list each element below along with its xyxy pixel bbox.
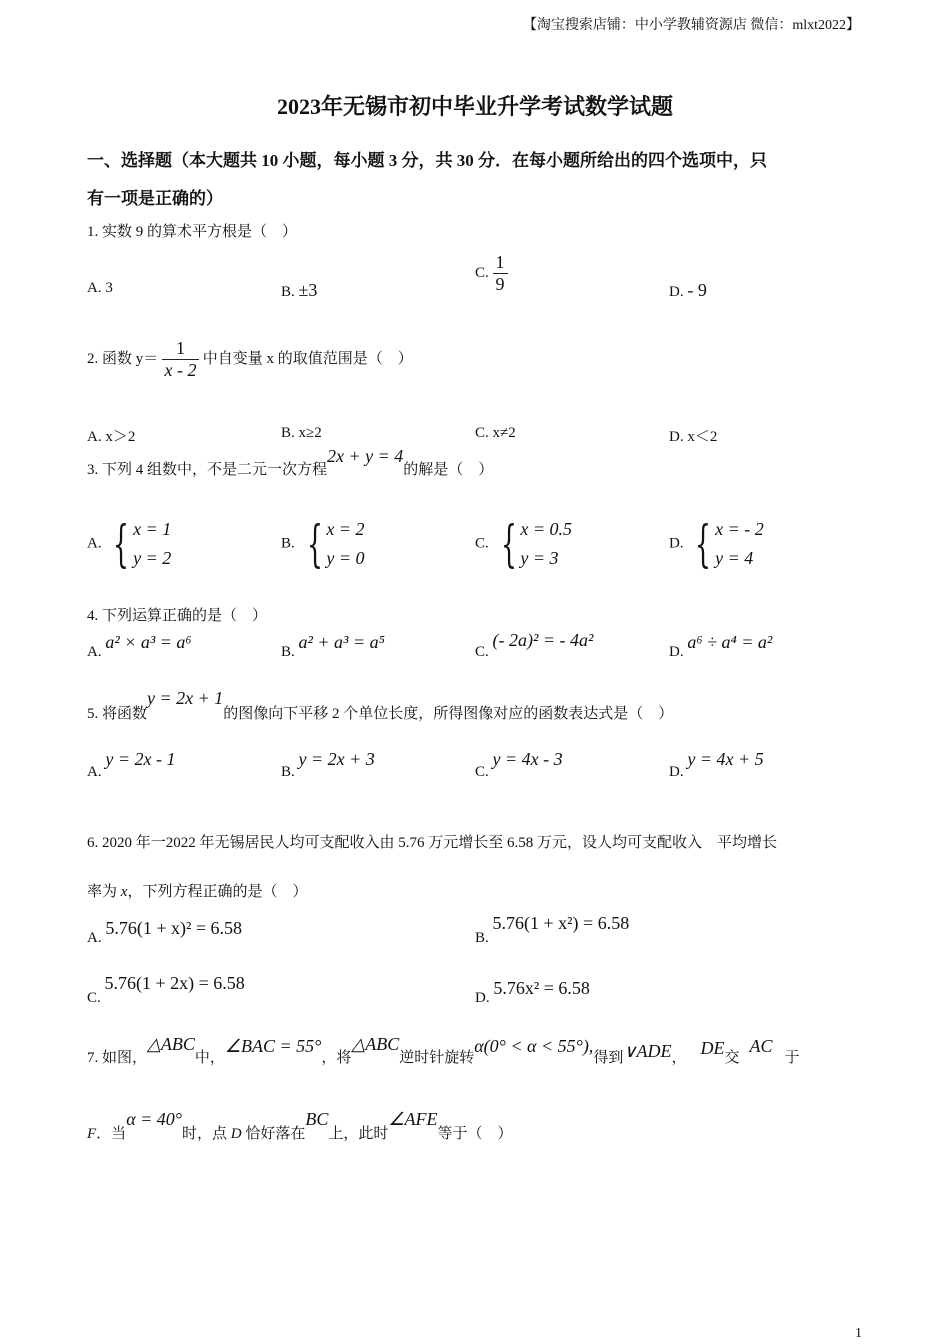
q6-option-b [475, 913, 630, 947]
q7-t4: 逆时针旋转 [399, 1050, 475, 1066]
q7-triangle-abc: △ABC [147, 1034, 195, 1054]
q7-t8: 于 [784, 1050, 800, 1066]
q3-option-c-label: C. [475, 535, 489, 552]
q1-option-c-denominator: 9 [495, 274, 505, 294]
q6-line2-pre: 率为 [87, 884, 121, 900]
q3-equation: 2x + y = 4 [327, 446, 404, 466]
q2-fraction [162, 338, 199, 381]
q5-option-c-expr: y = 4x - 3 [492, 749, 563, 769]
page-number: 1 [855, 1326, 862, 1341]
q7-t1: 7. 如图， [87, 1050, 148, 1066]
q3-a-row1: x = 1 [133, 519, 172, 539]
question-7-line2 [87, 1109, 513, 1143]
q3-option-a-system [105, 515, 171, 573]
q2-post: 中自变量 x 的取值范围是（ ） [202, 350, 413, 367]
q5-option-d [669, 749, 764, 781]
q6-option-d [475, 978, 590, 1007]
q7-t7: 交 [724, 1050, 740, 1066]
q7-segment-ac: AC [749, 1036, 773, 1056]
q4-option-d [669, 632, 773, 661]
q3-b-row2: y = 0 [326, 548, 365, 568]
q2-option-c: C. x≠2 [475, 425, 516, 441]
q2-option-b: B. x≥2 [281, 425, 322, 441]
q7-triangle-ade: ∨ADE [623, 1041, 672, 1061]
q6-option-b-expr: 5.76(1 + x²) = 6.58 [492, 913, 630, 933]
q5-option-d-label: D. [669, 764, 684, 780]
q1-option-d-label: D. [669, 284, 688, 300]
section-heading-line1: 一、选择题（本大题共 10 小题，每小题 3 分，共 30 分．在每小题所给出的四个选项中，只 [87, 151, 767, 170]
q6-option-a-expr: 5.76(1 + x)² = 6.58 [105, 918, 243, 938]
header-note: 【淘宝搜索店铺：中小学教辅资源店 微信：mlxt2022】 [522, 18, 860, 33]
q7-t2: 中， [194, 1050, 225, 1066]
q3-c-row1: x = 0.5 [520, 519, 572, 539]
q5-option-a [87, 749, 176, 781]
q4-option-c-expr: (- 2a)² = - 4a² [492, 630, 594, 650]
q1-option-c-fraction [493, 252, 508, 295]
question-4-stem: 4. 下列运算正确的是（ ） [87, 608, 268, 624]
q1-option-d [669, 280, 707, 301]
q4-option-d-expr: a⁶ ÷ a⁴ = a² [687, 632, 773, 652]
q6-variable: x [120, 884, 128, 900]
q3-post: 的解是（ ） [403, 462, 494, 478]
q7-l2-t5: 等于（ ） [437, 1126, 513, 1142]
q2-numerator: 1 [162, 338, 199, 360]
q1-option-c-label: C. [475, 264, 493, 281]
q3-option-c-system [493, 515, 572, 573]
q7-rotation-angle: α(0° < α < 55°), [474, 1036, 594, 1056]
q2-denominator: x - 2 [164, 360, 197, 380]
q5-option-a-label: A. [87, 764, 102, 780]
q7-point-d: D [230, 1126, 242, 1142]
q7-l2-t2: 时，点 [181, 1126, 227, 1142]
question-7-line1 [87, 1034, 800, 1067]
q1-option-d-value: - 9 [687, 280, 707, 300]
q3-d-row1: x = - 2 [715, 519, 764, 539]
q7-l2-t4: 上，此时 [328, 1126, 389, 1142]
q5-equation: y = 2x + 1 [147, 688, 224, 708]
q1-option-b [281, 280, 317, 301]
q7-angle-bac: ∠BAC = 55° [224, 1036, 322, 1056]
brace-icon: { [695, 515, 712, 573]
question-1-stem: 1. 实数 9 的算术平方根是（ ） [87, 224, 298, 240]
q2-option-a: A. x＞2 [87, 429, 136, 445]
q7-alpha-40: α = 40° [126, 1109, 182, 1129]
q5-option-c-label: C. [475, 764, 489, 780]
q5-option-a-expr: y = 2x - 1 [105, 749, 176, 769]
question-6-line1: 6. 2020 年一2022 年无锡居民人均可支配收入由 5.76 万元增长至 6.58 万元，设人均可支配收入 平均增长 [87, 835, 778, 851]
q7-t3: ，将 [321, 1050, 352, 1066]
q6-option-d-label: D. [475, 990, 490, 1006]
q6-option-d-expr: 5.76x² = 6.58 [493, 978, 590, 998]
q3-option-c [475, 515, 572, 573]
brace-icon: { [500, 515, 517, 573]
q1-option-b-label: B. [281, 284, 299, 300]
q3-b-row1: x = 2 [326, 519, 365, 539]
page-title: 2023年无锡市初中毕业升学考试数学试题 [276, 94, 673, 119]
q5-option-b-expr: y = 2x + 3 [298, 749, 375, 769]
q3-a-row2: y = 2 [133, 548, 172, 568]
q7-segment-de: DE [700, 1038, 725, 1058]
q3-option-b-label: B. [281, 535, 295, 552]
q3-option-d-label: D. [669, 535, 684, 552]
q5-option-c [475, 749, 563, 781]
q3-d-row2: y = 4 [715, 548, 754, 568]
question-5-stem [87, 688, 674, 723]
q3-option-d [669, 515, 764, 573]
q3-c-row2: y = 3 [520, 548, 559, 568]
question-3-stem [87, 446, 494, 479]
q6-option-b-label: B. [475, 930, 489, 946]
q2-option-d: D. x＜2 [669, 429, 718, 445]
q4-option-a-expr: a² × a³ = a⁶ [105, 632, 192, 652]
brace-icon: { [113, 515, 130, 573]
q5-pre: 5. 将函数 [87, 706, 148, 722]
q7-t6: ， [671, 1050, 687, 1066]
q6-option-c [87, 973, 245, 1007]
q7-triangle-abc-2: △ABC [351, 1034, 400, 1054]
q4-option-a [87, 632, 192, 661]
q7-point-f: F [87, 1126, 97, 1142]
q7-t5: 得到 [593, 1050, 624, 1066]
q1-option-a: A. 3 [87, 280, 113, 296]
q4-option-b-label: B. [281, 644, 295, 660]
q3-pre: 3. 下列 4 组数中，不是二元一次方程 [87, 462, 328, 478]
q2-pre: 2. 函数 y＝ [87, 350, 159, 367]
q7-angle-afe: ∠AFE [388, 1109, 438, 1129]
q4-option-b [281, 632, 385, 661]
q1-option-c [475, 252, 508, 295]
q5-option-b [281, 749, 375, 781]
q1-option-c-numerator: 1 [493, 252, 508, 274]
q3-option-a-label: A. [87, 535, 102, 552]
question-6-line2 [87, 880, 307, 901]
q6-option-a-label: A. [87, 930, 102, 946]
q4-option-b-expr: a² + a³ = a⁵ [298, 632, 385, 652]
q6-option-c-expr: 5.76(1 + 2x) = 6.58 [104, 973, 245, 993]
q7-l2-t3: 恰好落在 [245, 1126, 306, 1142]
q4-option-d-label: D. [669, 644, 684, 660]
q7-segment-bc: BC [305, 1109, 329, 1129]
q5-option-d-expr: y = 4x + 5 [687, 749, 764, 769]
q3-option-d-system [687, 515, 763, 573]
section-heading-line2: 有一项是正确的） [87, 189, 223, 208]
q6-option-c-label: C. [87, 990, 101, 1006]
q4-option-c-label: C. [475, 644, 489, 660]
q3-option-a [87, 515, 171, 573]
q1-option-b-value: ±3 [298, 280, 318, 300]
brace-icon: { [306, 515, 323, 573]
q3-option-b [281, 515, 364, 573]
question-2-stem [87, 338, 413, 381]
q4-option-a-label: A. [87, 644, 102, 660]
q6-line2-post: ，下列方程正确的是（ ） [127, 884, 308, 900]
q5-option-b-label: B. [281, 764, 295, 780]
q5-post: 的图像向下平移 2 个单位长度，所得图像对应的函数表达式是（ ） [223, 706, 674, 722]
q6-option-a [87, 918, 243, 947]
q4-option-c [475, 630, 594, 661]
q7-l2-t1: ．当 [96, 1126, 127, 1142]
q3-option-b-system [299, 515, 365, 573]
